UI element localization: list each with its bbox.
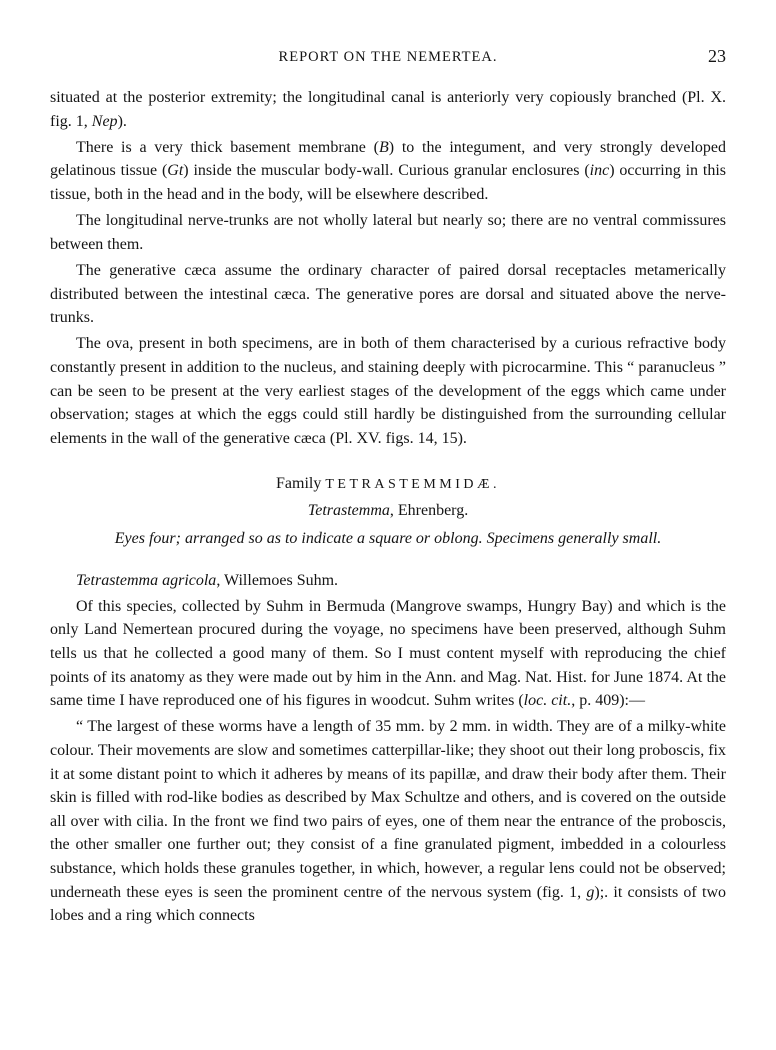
page-body: [50, 86, 726, 930]
species-heading: [50, 569, 726, 593]
text-run: ) occurring in this tissue, both in the head and in the body, will be elsewhere described.: [50, 162, 727, 203]
text-run: situated at the posterior extremity; the longitudinal canal is anteriorly very copiously branched (Pl. X. fig. 1,: [50, 89, 726, 130]
running-head: REPORT ON THE NEMERTEA.: [278, 49, 498, 65]
species-name: Tetrastemma agricola: [76, 571, 217, 589]
genus-name: Tetrastemma: [307, 502, 390, 520]
text-run: There is a very thick basement membrane (: [76, 138, 379, 156]
text-run: “ The largest of these worms have a length of 35 mm. by 2 mm. in width. They are of a milky-white colour. Their movements are slow and sometimes catterpillar-like; they shoot out their long proboscis, fix it at some distant point to which it adheres by means of its papillæ, and draw their body after them. Their skin is filled with rod-like bodies as described by Max Schultze and others, and is covered on the outside all over with cilia. In the front we find two pairs of eyes, one of them near the entrance of the proboscis, the other smaller one further out; they consist of a fine granulated pigment, imbedded in a colourless substance, which holds these granules together, in which, however, a regular lens could not be observed; underneath these eyes is seen the prominent centre of the nervous system (fig. 1,: [50, 718, 726, 901]
paragraph-nerve-trunks: The longitudinal nerve-trunks are not wholly lateral but nearly so; there are no ventral commissures between them.: [50, 212, 726, 253]
family-heading: [50, 472, 726, 497]
genus-diagnosis: Eyes four; arranged so as to indicate a square or oblong. Specimens generally small.: [114, 530, 662, 548]
page-number: 23: [708, 46, 726, 66]
genus-heading: [50, 499, 726, 523]
species-author: , Willemoes Suhm.: [216, 571, 339, 589]
paragraph-ova: The ova, present in both specimens, are in both of them characterised by a curious refractive body constantly present in addition to the nucleus, and staining deeply with picrocarmine. This “ paranucleus ” can be seen to be present at the very earliest stages of the development of the eggs which came under observation; stages at which the eggs could still hardly be distinguished from the surrounding cellular elements in the wall of the generative cæca (Pl. XV. figs. 14, 15).: [50, 335, 726, 447]
paragraph-basement-membrane: [50, 136, 726, 207]
text-run: , p. 409):—: [571, 692, 645, 710]
page-header: [50, 46, 726, 70]
paragraph-species-collection: [50, 595, 726, 713]
figure-label: Gt: [167, 162, 184, 180]
text-run: Of this species, collected by Suhm in Bermuda (Mangrove swamps, Hungry Bay) and which is the only Land Nemertean procured during the voyage, no specimens have been preserved, although Suhm tells us that he collected a good many of them. So I must content myself with reproducing the chief points of its anatomy as they were made out by him in the Ann. and Mag. Nat. Hist. for June 1874. At the same time I have reproduced one of his figures in woodcut. Suhm writes (: [50, 597, 726, 710]
paragraph-generative-caeca: The generative cæca assume the ordinary character of paired dorsal receptacles metamerically distributed between the intestinal cæca. The generative pores are dorsal and situated above the nerve-trunks.: [50, 261, 726, 327]
family-name: TETRASTEMMIDÆ.: [325, 477, 500, 493]
figure-label: B: [378, 138, 389, 156]
figure-label: Nep: [91, 112, 118, 130]
genus-author: , Ehrenberg.: [389, 502, 469, 520]
figure-label: g: [586, 883, 595, 901]
paragraph-suhm-quote: [50, 715, 726, 927]
text-run: ) inside the muscular body-wall. Curious granular enclosures (: [183, 162, 590, 180]
text-run: ) to the integument, and very strongly developed gelatinous tissue (: [50, 138, 726, 180]
paragraph-continued: [50, 86, 726, 133]
citation-abbrev: loc. cit.: [523, 692, 572, 710]
family-prefix: Family: [276, 475, 326, 493]
figure-label: inc: [589, 162, 610, 180]
text-run: ).: [117, 112, 127, 130]
text-run: );. it consists of two lobes and a ring which connects: [50, 883, 726, 925]
